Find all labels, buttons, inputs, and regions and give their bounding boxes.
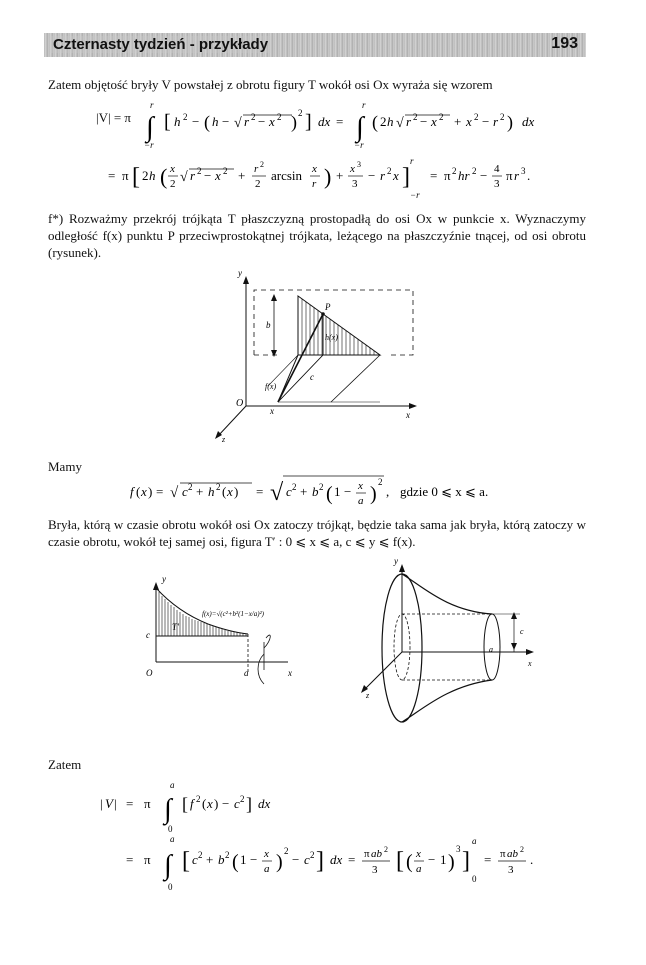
svg-text:−: − (420, 114, 428, 129)
svg-text:h: h (208, 484, 215, 499)
svg-text:x: x (227, 484, 233, 499)
svg-text:2: 2 (284, 846, 289, 856)
svg-text:+: + (300, 484, 308, 499)
svg-text:π: π (122, 168, 129, 183)
svg-text:2: 2 (378, 477, 383, 487)
fig2-label-x: x (288, 668, 292, 678)
svg-text:h: h (212, 114, 219, 129)
svg-text:x: x (207, 796, 213, 811)
svg-text:−: − (222, 114, 230, 129)
svg-text:h: h (174, 114, 181, 129)
svg-text:h: h (387, 114, 394, 129)
eq3-formula (130, 470, 530, 516)
svg-text:[: [ (182, 794, 188, 814)
svg-text:dx: dx (522, 114, 535, 129)
svg-text:x: x (466, 114, 472, 129)
svg-text:f: f (190, 796, 194, 811)
svg-text:f: f (130, 484, 134, 499)
svg-text:2: 2 (520, 845, 524, 854)
svg-text:3: 3 (494, 178, 500, 190)
svg-text:.: . (527, 168, 531, 183)
svg-text:−: − (292, 852, 300, 867)
svg-text:c: c (182, 484, 188, 499)
page-header (44, 33, 586, 57)
svg-text:−: − (368, 168, 376, 183)
fig3-label-y: y (394, 556, 398, 566)
svg-text:π: π (506, 168, 513, 183)
svg-text:V: V (105, 796, 113, 811)
fig2-label-y: y (162, 574, 166, 584)
fig1-label-xpoint: x (270, 406, 274, 416)
fig1-label-y: y (238, 268, 242, 278)
eq5-integral (126, 830, 546, 896)
svg-text:−r: −r (410, 190, 420, 200)
svg-text:2: 2 (439, 112, 444, 122)
svg-text:r: r (190, 168, 196, 183)
svg-text:b: b (218, 852, 225, 867)
svg-text:r: r (514, 168, 520, 183)
svg-text:): ) (448, 851, 455, 873)
svg-text:(: ( (326, 483, 333, 505)
svg-text:2: 2 (387, 166, 392, 176)
svg-text:3: 3 (352, 178, 358, 190)
figure-solid-of-revolution (352, 556, 542, 726)
svg-text:): ) (370, 483, 377, 505)
svg-text:2: 2 (183, 112, 188, 122)
fig2-label-O: O (146, 668, 153, 678)
svg-text:r: r (493, 114, 499, 129)
svg-text:.: . (530, 852, 534, 867)
svg-text:hr: hr (458, 168, 470, 183)
svg-text:2: 2 (251, 112, 256, 122)
svg-text:ab: ab (371, 848, 382, 860)
fig1-label-P: P (325, 302, 331, 312)
svg-text:x: x (393, 168, 399, 183)
svg-text:b: b (312, 484, 319, 499)
mamy-label: Mamy (48, 459, 82, 474)
svg-text:2: 2 (292, 482, 297, 492)
svg-text:r: r (150, 100, 154, 110)
svg-text:c: c (192, 852, 198, 867)
fig1-label-b: b (266, 320, 271, 330)
svg-text:0: 0 (472, 874, 477, 884)
svg-text:+: + (206, 852, 214, 867)
svg-text:+: + (238, 168, 246, 183)
fig3-label-a: a (489, 645, 493, 654)
svg-text:x: x (312, 163, 317, 175)
svg-text:−: − (222, 796, 230, 811)
svg-text:=: = (126, 852, 134, 867)
svg-text:c: c (286, 484, 292, 499)
svg-text:2: 2 (277, 112, 282, 122)
svg-text:]: ] (402, 164, 410, 190)
svg-text:x: x (358, 480, 363, 492)
svg-text:x: x (141, 484, 147, 499)
svg-text:2: 2 (170, 178, 176, 190)
svg-text:(: ( (372, 112, 378, 132)
svg-text:): ) (234, 484, 239, 499)
volume-equation-1 (96, 110, 131, 126)
svg-text:r: r (312, 178, 317, 190)
svg-text:a: a (416, 863, 422, 875)
svg-text:h: h (149, 168, 156, 183)
svg-text:(: ( (136, 484, 141, 499)
svg-text:): ) (291, 112, 297, 132)
svg-text:4: 4 (494, 163, 500, 175)
svg-text:1: 1 (240, 852, 247, 867)
svg-text:2: 2 (198, 850, 203, 860)
svg-text:[: [ (164, 111, 171, 133)
svg-text:π: π (364, 848, 370, 860)
eq4-integral (100, 778, 300, 834)
svg-text:√: √ (170, 485, 179, 501)
fig2-label-c: c (146, 630, 150, 640)
svg-text:2: 2 (142, 168, 149, 183)
svg-text:[: [ (132, 164, 140, 190)
svg-text:2: 2 (310, 850, 315, 860)
svg-text:0: 0 (168, 824, 173, 834)
svg-text:): ) (214, 796, 219, 811)
svg-text:+: + (196, 484, 204, 499)
svg-text:2: 2 (298, 108, 303, 118)
intro-paragraph: Zatem objętość bryły V powstałej z obrotu figury T wokół osi Ox wyraża się wzorem (48, 77, 493, 92)
svg-text:2: 2 (216, 482, 221, 492)
svg-text:√: √ (270, 480, 284, 506)
figure-region-T-prime (138, 572, 318, 684)
fig1-label-O: O (236, 398, 244, 409)
svg-text:x: x (431, 114, 437, 129)
svg-text:[: [ (182, 848, 190, 874)
svg-text:−: − (250, 852, 258, 867)
svg-text:2: 2 (472, 166, 477, 176)
svg-text:−: − (204, 168, 212, 183)
svg-text:a: a (264, 863, 270, 875)
svg-text:x: x (416, 848, 421, 860)
svg-text:3: 3 (508, 864, 514, 876)
svg-text:x: x (350, 163, 355, 175)
svg-text:): ) (324, 164, 332, 189)
part-f-paragraph: f*) Rozważmy przekrój trójkąta T płaszczyzną prostopadłą do osi Ox w punkcie x. Wyznaczymy odległość f(x) punktu P przeciwprostokątnej trójkata, leżącego na płaszczyźnie tnącej, od osi obrotu (rysunek). (48, 211, 586, 260)
svg-text:r: r (362, 100, 366, 110)
svg-text:c: c (234, 796, 240, 811)
svg-text:dx: dx (318, 114, 331, 129)
svg-text:∫: ∫ (164, 850, 172, 881)
svg-text:(: ( (160, 164, 168, 189)
svg-text:x: x (215, 168, 221, 183)
svg-text:r: r (254, 163, 259, 175)
svg-text:ab: ab (507, 848, 518, 860)
svg-text:2: 2 (452, 166, 457, 176)
fig1-label-z: z (222, 435, 226, 444)
svg-text:−: − (482, 114, 490, 129)
eq1-lhs: |V| = π (96, 110, 131, 125)
svg-text:,: , (386, 484, 390, 499)
svg-text:2: 2 (380, 114, 387, 129)
svg-text:=: = (256, 484, 264, 499)
svg-text:0: 0 (168, 882, 173, 892)
section-title: Czternasty tydzień - przykłady (50, 36, 271, 53)
svg-text:2: 2 (500, 112, 505, 122)
svg-text:=: = (156, 484, 164, 499)
svg-text:3: 3 (372, 864, 378, 876)
svg-text:arcsin: arcsin (271, 168, 303, 183)
fig1-label-hx: h(x) (325, 333, 338, 342)
fig3-label-z: z (366, 691, 370, 700)
svg-text:=: = (108, 168, 116, 183)
svg-text:[: [ (396, 848, 404, 874)
svg-text:|: | (100, 796, 103, 811)
svg-text:dx: dx (330, 852, 343, 867)
svg-text:∫: ∫ (146, 112, 154, 143)
svg-text:|: | (114, 796, 117, 811)
svg-text:=: = (126, 796, 134, 811)
svg-text:): ) (276, 851, 283, 873)
svg-text:−: − (480, 168, 488, 183)
svg-text:a: a (358, 495, 364, 507)
svg-text:1: 1 (440, 852, 447, 867)
svg-text:=: = (348, 852, 356, 867)
svg-text:1: 1 (334, 484, 341, 499)
svg-text:π: π (144, 796, 151, 811)
svg-text:(: ( (406, 851, 413, 873)
fig2-label-T: T′ (172, 622, 179, 632)
fig3-label-c: c (520, 627, 524, 636)
svg-text:2: 2 (240, 794, 245, 804)
fig1-label-c: c (310, 372, 314, 382)
svg-text:dx: dx (258, 796, 271, 811)
fig3-label-x: x (528, 659, 532, 668)
svg-text:a: a (170, 834, 175, 844)
svg-text:2: 2 (260, 160, 264, 169)
eq2-expression (108, 152, 578, 204)
svg-text:r: r (406, 114, 412, 129)
fig1-label-fx: f(x) (265, 382, 277, 391)
svg-text:π: π (500, 848, 506, 860)
figure-triangle-section (208, 268, 423, 448)
svg-text:r: r (244, 114, 250, 129)
svg-text:2: 2 (384, 845, 388, 854)
svg-text:√: √ (180, 170, 188, 185)
svg-text:−: − (428, 852, 436, 867)
svg-text:): ) (507, 112, 513, 132)
svg-text:3: 3 (521, 166, 526, 176)
svg-text:2: 2 (413, 112, 418, 122)
svg-text:r: r (380, 168, 386, 183)
svg-text:∫: ∫ (356, 112, 364, 143)
svg-text:2: 2 (188, 482, 193, 492)
svg-text:r: r (410, 156, 414, 166)
svg-text:+: + (336, 168, 344, 183)
svg-text:+: + (454, 114, 462, 129)
svg-text:=: = (484, 852, 492, 867)
eq3-condition: gdzie 0 ⩽ x ⩽ a. (400, 484, 489, 499)
svg-text:3: 3 (456, 844, 461, 854)
svg-text:π: π (144, 852, 151, 867)
fig1-label-xaxis: x (406, 410, 410, 420)
svg-text:a: a (170, 780, 175, 790)
svg-text:−: − (258, 114, 266, 129)
svg-text:3: 3 (357, 160, 361, 169)
svg-text:π: π (444, 168, 451, 183)
svg-text:x: x (170, 163, 175, 175)
svg-text:2: 2 (255, 178, 261, 190)
svg-text:√: √ (396, 116, 404, 131)
svg-text:x: x (264, 848, 269, 860)
svg-text:): ) (148, 484, 153, 499)
svg-text:(: ( (232, 851, 239, 873)
svg-text:2: 2 (474, 112, 479, 122)
svg-text:2: 2 (225, 850, 230, 860)
fig2-label-formula: f(x)=√(c²+b²(1−x/a)²) (202, 610, 265, 618)
svg-text:=: = (336, 114, 344, 129)
svg-text:a: a (472, 836, 477, 846)
svg-text:−: − (192, 114, 200, 129)
svg-text:−r: −r (354, 140, 364, 150)
svg-text:]: ] (305, 111, 312, 133)
svg-text:]: ] (462, 848, 470, 874)
zatem-label: Zatem (48, 757, 82, 772)
svg-text:c: c (304, 852, 310, 867)
svg-text:2: 2 (223, 166, 228, 176)
svg-text:x: x (269, 114, 275, 129)
svg-text:]: ] (246, 794, 252, 814)
svg-text:(: ( (202, 796, 207, 811)
page-number: 193 (551, 35, 578, 52)
svg-text:−r: −r (144, 140, 154, 150)
svg-text:−: − (344, 484, 352, 499)
svg-text:√: √ (234, 116, 242, 131)
svg-text:2: 2 (197, 166, 202, 176)
svg-text:]: ] (316, 848, 324, 874)
svg-text:(: ( (204, 112, 210, 132)
svg-text:∫: ∫ (164, 794, 172, 825)
fig2-label-a: a (244, 668, 249, 678)
svg-text:2: 2 (196, 794, 201, 804)
svg-text:=: = (430, 168, 438, 183)
svg-text:(: ( (222, 484, 227, 499)
svg-text:2: 2 (319, 482, 324, 492)
solid-paragraph: Bryła, którą w czasie obrotu wokół osi Ox zatoczy trójkąt, będzie taka sama jak bryła, którą zatoczy w czasie obrotu, wokół tej samej osi, figura T′ : 0 ⩽ x ⩽ a, c ⩽ y ⩽ f(x). (48, 517, 586, 549)
eq1-integrals (144, 98, 570, 154)
